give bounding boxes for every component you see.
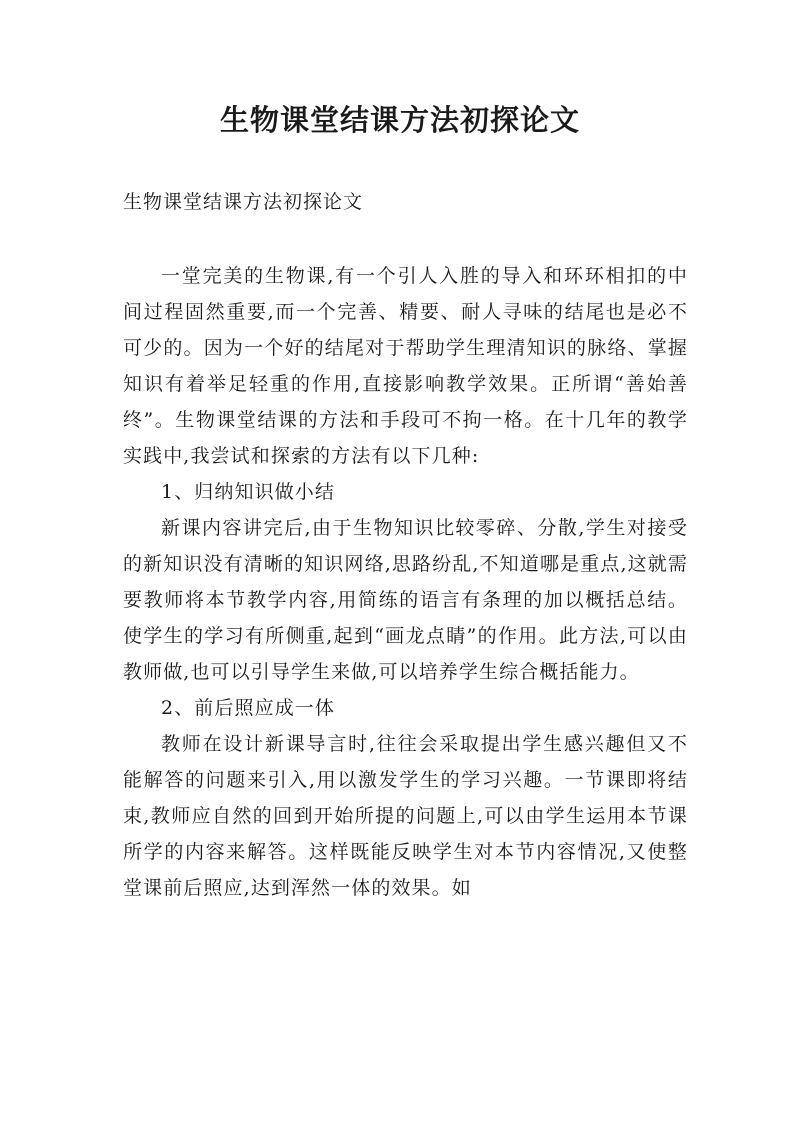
intro-paragraph: 一堂完美的生物课,有一个引人入胜的导入和环环相扣的中间过程固然重要,而一个完善、精要、耐人寻味的结尾也是必不可少的。因为一个好的结尾对于帮助学生理清知识的脉络、掌握知识有着举足轻重的作用,直接影响教学效果。正所谓“善始善终”。生物课堂结课的方法和手段可不拘一格。在十几年的教学实践中,我尝试和探索的方法有以下几种:: [123, 265, 688, 467]
document-subtitle: 生物课堂结课方法初探论文: [123, 191, 364, 213]
section-paragraph-2: 教师在设计新课导言时,往往会采取提出学生感兴趣但又不能解答的问题来引入,用以激发学生的学习兴趣。一节课即将结束,教师应自然的回到开始所提的问题上,可以由学生运用本节课所学的内容来解答。这样既能反映学生对本节内容情况,又使整堂课前后照应,达到浑然一体的效果。如: [123, 733, 688, 899]
document-body: [123, 258, 688, 906]
section-heading-1: 1、归纳知识做小结: [161, 481, 335, 503]
section-paragraph-1: 新课内容讲完后,由于生物知识比较零碎、分散,学生对接受的新知识没有清晰的知识网络,思路纷乱,不知道哪是重点,这就需要教师将本节教学内容,用简练的语言有条理的加以概括总结。使学生的学习有所侧重,起到“画龙点睛”的作用。此方法,可以由教师做,也可以引导学生来做,可以培养学生综合概括能力。: [123, 517, 688, 683]
document-title: 生物课堂结课方法初探论文: [219, 103, 580, 137]
section-heading-2: 2、前后照应成一体: [161, 697, 335, 719]
